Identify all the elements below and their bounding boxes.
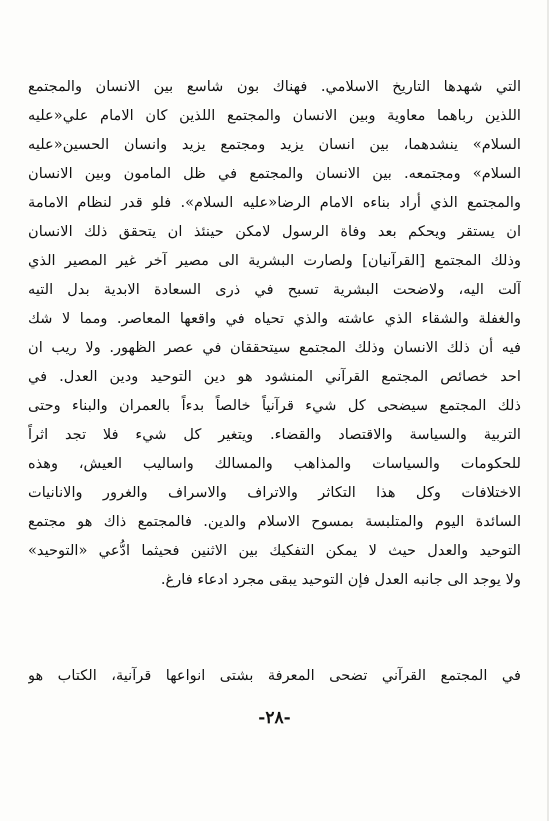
text-line: آلت اليه، ولاضحت البشرية تسبح في ذرى السعادة الابدية بدل التيه [28,281,521,298]
paragraph-main [28,72,521,594]
text-line: اللذين رباهما معاوية وبين الانسان والمجتمع اللذين كان الامام علي«عليه [28,107,521,124]
text-line: السلام» ومجتمعه. بين الانسان والمجتمع في ظل المامون وبين الانسان [28,165,521,182]
text-line: والغفلة والشقاء الذي عاشته والذي تحياه في واقعها المعاصر. ومما لا شك [28,310,521,327]
text-line: فيه أن ذلك الانسان وذلك المجتمع سيتحققان في عصر الظهور. ولا ريب ان [28,339,521,356]
text-line: في المجتمع القرآني تضحى المعرفة بشتى انواعها قرآنية، الكتاب هو [28,667,521,684]
text-line: التي شهدها التاريخ الاسلامي. فهناك بون شاسع بين الانسان والمجتمع [28,78,521,95]
text-line: ان يستقر ويحكم بعد وفاة الرسول لامكن حينئذ ان يتحقق ذلك الانسان [28,223,521,240]
text-line: وذلك المجتمع [القرآنيان] ولصارت البشرية الى مصير آخر غير المصير الذي [28,252,521,269]
text-line: السائدة اليوم والمتلبسة بمسوح الاسلام والدين. فالمجتمع ذاك هو مجتمع [28,513,521,530]
text-line: الاختلافات وكل هذا التكاثر والاتراف والاسراف والغرور والانانيات [28,484,521,501]
text-line: والمجتمع الذي أراد بناءه الامام الرضا«عليه السلام». فلو قدر لنظام الامامة [28,194,521,211]
text-line: التوحيد والعدل حيث لا يمكن التفكيك بين الاثنين فحيثما ادُّعي «التوحيد» [28,542,521,559]
page-number: -٢٨- [258,708,291,728]
text-line: احد خصائص المجتمع القرآني المنشود هو دين التوحيد ودين العدل. في [28,368,521,385]
text-line: ذلك المجتمع سيضحى كل شيء قرآنياً خالصاً بدءاً بالعمران والبناء وحتى [28,397,521,414]
text-line: التربية والسياسة والاقتصاد والقضاء. ويتغير كل شيء فلا تجد اثراً [28,426,521,443]
text-line: للحكومات والسياسات والمذاهب والمسالك واساليب العيش، وهذه [28,455,521,472]
paragraph-second [28,661,521,690]
text-line: السلام» ينشدهما، بين انسان يزيد ومجتمع يزيد وانسان الحسين«عليه [28,136,521,153]
text-line: ولا يوجد الى جانبه العدل فإن التوحيد يبقى مجرد ادعاء فارغ. [160,571,521,588]
